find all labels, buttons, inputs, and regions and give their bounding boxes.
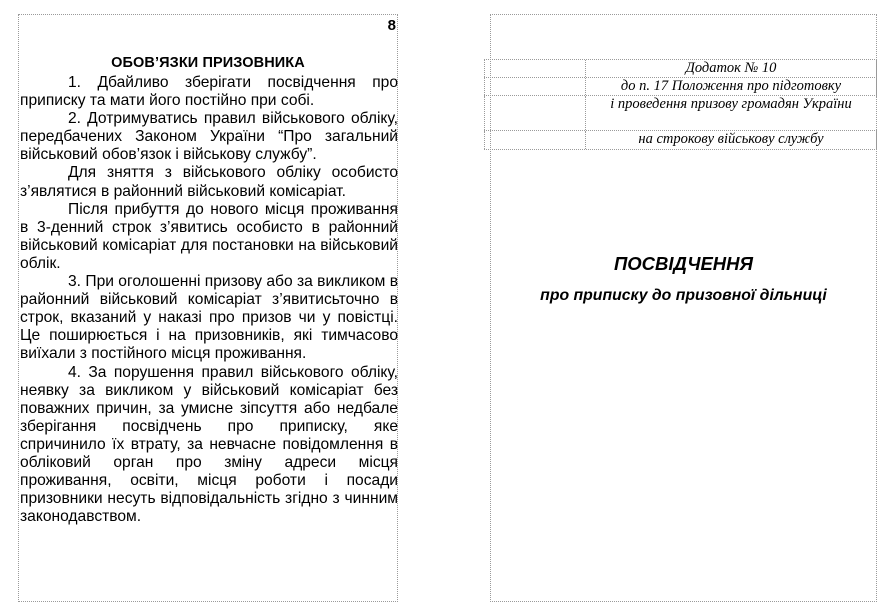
duty-paragraph: Після прибуття до нового місця проживання в 3-денний строк з’явитись особисто в районний військовий комісаріат для постановки на військовий облік. [20, 200, 398, 272]
page-number: 8 [387, 17, 396, 34]
appendix-line: до п. 17 Положення про підготовку [586, 78, 877, 95]
appendix-table [484, 59, 877, 150]
left-page [18, 14, 398, 602]
appendix-row [484, 96, 877, 131]
appendix-empty-cell [484, 96, 586, 130]
duty-paragraph: Для зняття з військового обліку особисто з’являтися в районний військовий комісаріат. [20, 164, 398, 200]
appendix-row [484, 131, 877, 150]
appendix-line: і проведення призову громадян України [586, 96, 877, 130]
appendix-row [484, 78, 877, 96]
appendix-empty-cell [484, 131, 586, 149]
appendix-empty-cell [484, 60, 586, 77]
appendix-empty-cell [484, 78, 586, 95]
appendix-line: Додаток № 10 [586, 60, 877, 77]
duty-paragraph: 3. При оголошенні призову або за викликом в районний військовий комісаріат з’явитисьточно в строк, вказаний у наказі про призов чи у повістці. Це поширюється і на призовників, які тимчасово виїхали з постійного місця проживання. [20, 273, 398, 363]
duties-heading: ОБОВ’ЯЗКИ ПРИЗОВНИКА [111, 55, 305, 71]
duties-body [20, 74, 398, 526]
certificate-subtitle: про приписку до призовної дільниці [540, 287, 827, 304]
appendix-line: на строкову військову службу [586, 131, 877, 149]
appendix-row [484, 59, 877, 78]
duty-paragraph: 1. Дбайливо зберігати посвідчення про приписку та мати його постійно при собі. [20, 74, 398, 110]
duty-paragraph: 4. За порушення правил військового обліку, неявку за викликом у військовий комісаріат без поважних причин, за умисне зіпсуття або недбале зберігання посвідчень про приписку, яке спричинило їх втрату, за невчасне повідомлення в обліковий орган про зміну адреси місця проживання, освіти, місця роботи і посади призовники несуть відповідальність згідно з чинним законодавством. [20, 363, 398, 526]
certificate-title: ПОСВІДЧЕННЯ [613, 253, 754, 274]
right-page [490, 14, 877, 602]
duty-paragraph: 2. Дотримуватись правил військового обліку, передбачених Законом України “Про загальний військовий обов’язок і військову службу”. [20, 110, 398, 164]
